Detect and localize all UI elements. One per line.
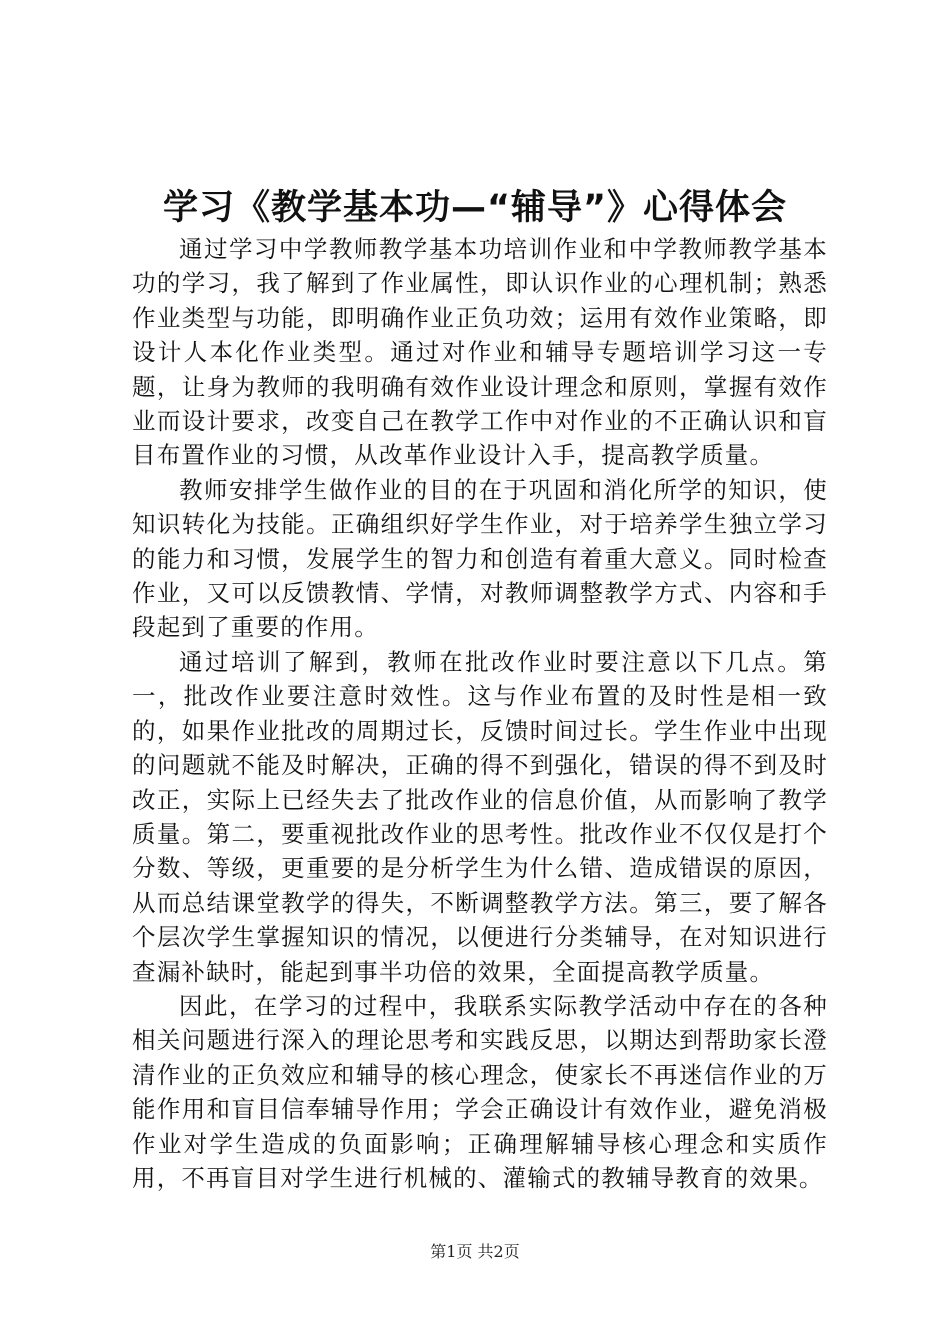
body-paragraph-4: 因此，在学习的过程中，我联系实际教学活动中存在的各种相关问题进行深入的理论思考和实践反思，以期达到帮助家长澄清作业的正负效应和辅导的核心理念，使家长不再迷信作业的万能作用和盲目信奉辅导作用；学会正确设计有效作业，避免消极作业对学生造成的负面影响；正确理解辅导核心理念和实质作用，不再盲目对学生进行机械的、灌输式的教辅导教育的效果。 xyxy=(132,991,828,1192)
page-number-footer: 第1页 共2页 xyxy=(430,1242,520,1261)
body-paragraph-3: 通过培训了解到，教师在批改作业时要注意以下几点。第一，批改作业要注意时效性。这与作业布置的及时性是相一致的，如果作业批改的周期过长，反馈时间过长。学生作业中出现的问题就不能及时解决，正确的得不到强化，错误的得不到及时改正，实际上已经失去了批改作业的信息价值，从而影响了教学质量。第二，要重视批改作业的思考性。批改作业不仅仅是打个分数、等级，更重要的是分析学生为什么错、造成错误的原因，从而总结课堂教学的得失，不断调整教学方法。第三，要了解各个层次学生掌握知识的情况，以便进行分类辅导，在对知识进行查漏补缺时，能起到事半功倍的效果，全面提高教学质量。 xyxy=(132,647,828,986)
document-title: 学习《教学基本功—“辅导”》心得体会 xyxy=(162,188,787,228)
body-paragraph-2: 教师安排学生做作业的目的在于巩固和消化所学的知识，使知识转化为技能。正确组织好学生作业，对于培养学生独立学习的能力和习惯，发展学生的智力和创造有着重大意义。同时检查作业，又可以反馈教情、学情，对教师调整教学方式、内容和手段起到了重要的作用。 xyxy=(132,475,828,642)
body-paragraph-1: 通过学习中学教师教学基本功培训作业和中学教师教学基本功的学习，我了解到了作业属性，即认识作业的心理机制；熟悉作业类型与功能，即明确作业正负功效；运用有效作业策略，即设计人本化作业类型。通过对作业和辅导专题培训学习这一专题，让身为教师的我明确有效作业设计理念和原则，掌握有效作业而设计要求，改变自己在教学工作中对作业的不正确认识和盲目布置作业的习惯，从改革作业设计入手，提高教学质量。 xyxy=(132,235,828,470)
document-body xyxy=(132,232,828,1195)
